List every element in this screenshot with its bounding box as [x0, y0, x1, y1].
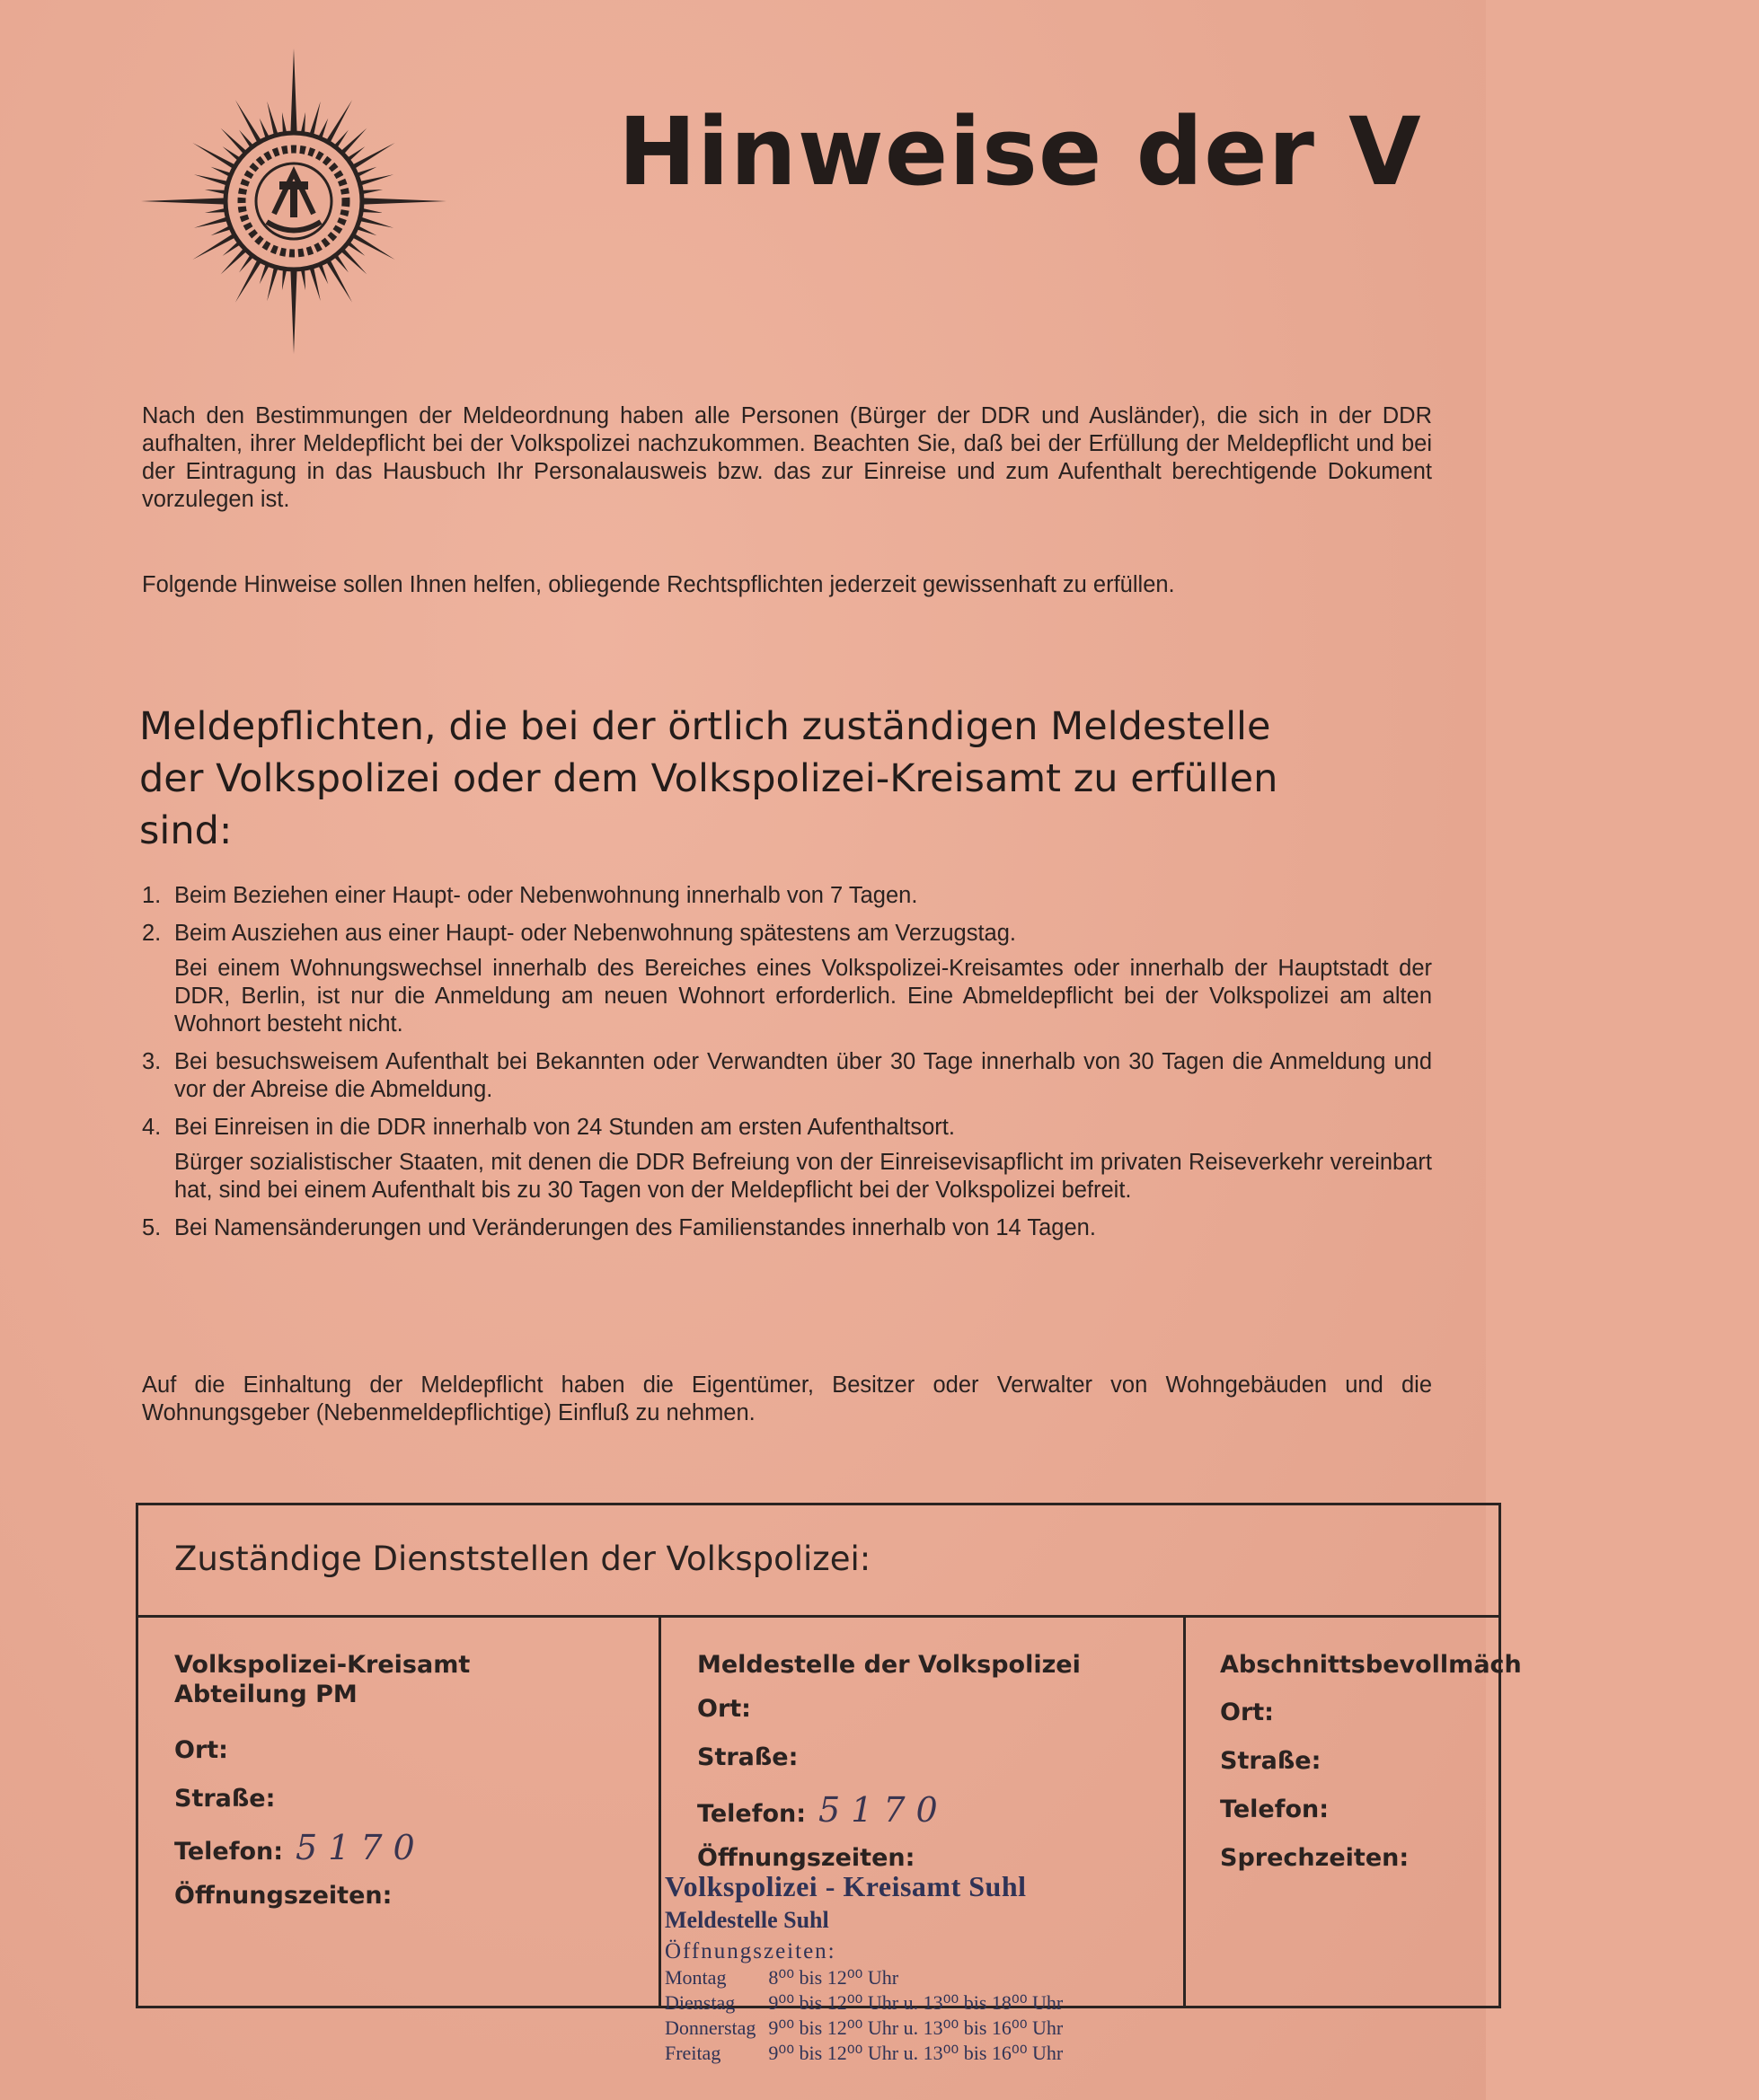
zeiten-label: Öffnungszeiten:: [174, 1882, 393, 1910]
closing-paragraph: Auf die Einhaltung der Meldepflicht haben die Eigentümer, Besitzer oder Verwalter von Wohngebäuden und die Wohnungsgeber (Nebenmeldepflichtige) Einfluß zu nehmen.: [142, 1372, 1432, 1425]
stamp-hours-table: [665, 1966, 1075, 2067]
offices-box-title: Zuständige Dienststellen der Volkspolizei:: [174, 1540, 871, 1578]
table-row: [665, 1991, 1075, 2016]
zeiten-label: Öffnungszeiten:: [697, 1844, 915, 1872]
stamp-hours: 8⁰⁰ bis 12⁰⁰ Uhr: [768, 1966, 899, 1989]
duty-number: 3.: [142, 1049, 162, 1074]
office-hours-stamp: [665, 1870, 1294, 2067]
stamp-day: Donnerstag: [665, 2016, 756, 2039]
stamp-hours: 9⁰⁰ bis 12⁰⁰ Uhr u. 13⁰⁰ bis 16⁰⁰ Uhr: [768, 2016, 1064, 2039]
telefon-field: [697, 1790, 949, 1830]
stamp-day: Montag: [665, 1966, 727, 1989]
office-label: Meldestelle der Volkspolizei: [697, 1651, 1081, 1679]
police-star-emblem-icon: [139, 47, 449, 357]
telefon-label: Telefon:: [697, 1800, 807, 1828]
stamp-line-station: Meldestelle Suhl: [665, 1907, 829, 1933]
sprechzeiten-label: Sprechzeiten:: [1220, 1844, 1410, 1872]
ort-label: Ort:: [1220, 1699, 1274, 1726]
duty-text: Bei Einreisen in die DDR innerhalb von 24 Stunden am ersten Aufenthaltsort.: [174, 1115, 955, 1140]
duties-list: [142, 882, 1432, 1252]
telefon-field: [174, 1828, 426, 1867]
list-item: [142, 920, 1432, 1038]
section-heading: Meldepflichten, die bei der örtlich zuständigen Meldestelle der Volkspolizei oder dem Volkspolizei-Kreisamt zu erfüllen sind:: [139, 704, 1278, 853]
handwritten-phone: 5170: [818, 1790, 949, 1830]
stamp-hours: 9⁰⁰ bis 12⁰⁰ Uhr u. 13⁰⁰ bis 18⁰⁰ Uhr: [768, 1991, 1064, 2014]
stamp-hours: 9⁰⁰ bis 12⁰⁰ Uhr u. 13⁰⁰ bis 16⁰⁰ Uhr: [768, 2042, 1064, 2064]
duty-number: 4.: [142, 1115, 162, 1140]
office-column-kreisamt: [138, 1618, 661, 2006]
telefon-label: Telefon:: [1220, 1796, 1330, 1823]
list-item: [142, 882, 1432, 910]
duty-text: Bei Namensänderungen und Veränderungen des Familienstandes innerhalb von 14 Tagen.: [174, 1215, 1096, 1240]
ort-label: Ort:: [697, 1695, 751, 1723]
stamp-line-hours-title: Öffnungszeiten:: [665, 1939, 836, 1963]
offices-box-header: [138, 1505, 1498, 1618]
duty-note: Bürger sozialistischer Staaten, mit denen die DDR Befreiung von der Einreisevisapflicht im privaten Reiseverkehr vereinbart hat, sind bei einem Aufenthalt bis zu 30 Tagen von der Meldepflicht bei der Volkspolizei befreit.: [174, 1150, 1432, 1203]
duty-number: 2.: [142, 921, 162, 946]
office-label: Volkspolizei-Kreisamt Abteilung PM: [174, 1651, 471, 1708]
strasse-label: Straße:: [697, 1743, 799, 1771]
poster-title: Hinweise der V: [618, 97, 1422, 207]
duty-text: Beim Ausziehen aus einer Haupt- oder Nebenwohnung spätestens am Verzugstag.: [174, 921, 1017, 946]
table-row: [665, 1966, 1075, 1991]
duty-number: 1.: [142, 883, 162, 908]
duty-text: Beim Beziehen einer Haupt- oder Nebenwohnung innerhalb von 7 Tagen.: [174, 883, 918, 908]
handwritten-phone: 5170: [296, 1828, 426, 1867]
list-item: [142, 1114, 1432, 1204]
strasse-label: Straße:: [1220, 1747, 1321, 1775]
intro-paragraph-2: Folgende Hinweise sollen Ihnen helfen, obliegende Rechtspflichten jederzeit gewissenhaft zu erfüllen.: [142, 572, 1175, 597]
list-item: [142, 1048, 1432, 1104]
ort-label: Ort:: [174, 1736, 228, 1764]
duty-text: Bei besuchsweisem Aufenthalt bei Bekannten oder Verwandten über 30 Tage innerhalb von 30 Tagen die Anmeldung und vor der Abreise die Abmeldung.: [174, 1049, 1432, 1102]
list-item: [142, 1214, 1432, 1242]
office-label: Abschnittsbevollmäch: [1220, 1651, 1522, 1679]
duty-note: Bei einem Wohnungswechsel innerhalb des Bereiches eines Volkspolizei-Kreisamtes oder innerhalb der Hauptstadt der DDR, Berlin, ist nur die Anmeldung am neuen Wohnort erforderlich. Eine Abmeldepflicht bei der Volkspolizei am alten Wohnort besteht nicht.: [174, 956, 1432, 1037]
intro-paragraph: Nach den Bestimmungen der Meldeordnung haben alle Personen (Bürger der DDR und Ausländer), die sich in der DDR aufhalten, ihrer Meldepflicht bei der Volkspolizei nachzukommen. Beachten Sie, daß bei der Erfüllung der Meldepflicht und bei der Eintragung in das Hausbuch Ihr Personalausweis bzw. das zur Einreise und zum Aufenthalt berechtigende Dokument vorzulegen ist.: [142, 403, 1432, 512]
telefon-label: Telefon:: [174, 1838, 284, 1866]
table-row: [665, 2016, 1075, 2042]
stamp-day: Freitag: [665, 2042, 721, 2064]
stamp-day: Dienstag: [665, 1991, 736, 2014]
duty-number: 5.: [142, 1215, 162, 1240]
stamp-line-office: Volkspolizei - Kreisamt Suhl: [665, 1870, 1027, 1902]
strasse-label: Straße:: [174, 1785, 276, 1813]
table-row: [665, 2042, 1075, 2067]
